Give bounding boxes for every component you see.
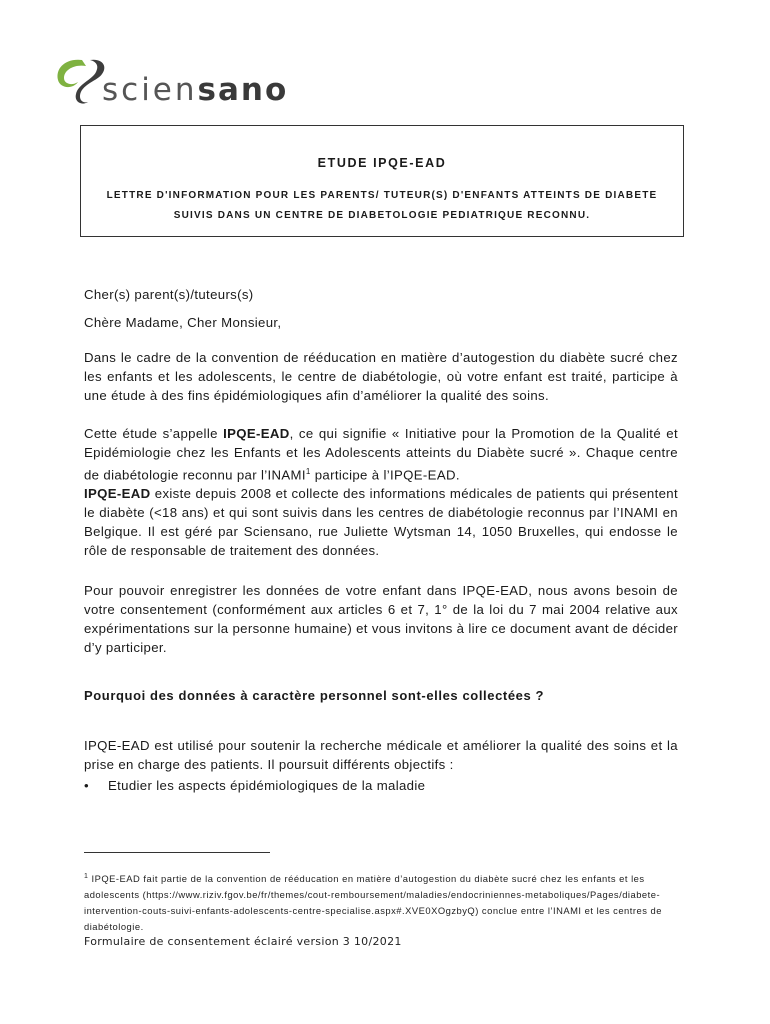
section-heading-why: Pourquoi des données à caractère personnel sont-elles collectées ? (84, 688, 545, 703)
sciensano-logo (52, 52, 289, 108)
footnote-ref[interactable]: 1 (305, 467, 311, 476)
logo-text-bold: sano (197, 72, 289, 108)
footnote-divider (84, 852, 270, 853)
paragraph-consent: Pour pouvoir enregistrer les données de votre enfant dans IPQE-EAD, nous avons besoin de votre consentement (conformément aux articles 6 et 7, 1° de la loi du 7 mai 2004 relative aux expérimentations sur la personne humaine) et vous invitons à lire ce document avant de décider d’y participer. (84, 583, 678, 655)
salutation-parents: Cher(s) parent(s)/tuteurs(s) (84, 287, 254, 302)
footnote-number: 1 (84, 873, 89, 880)
p2-after: , ce qui signifie « Initiative pour la Promotion de la Qualité et Epidémiologie chez les Enfants et les Adolescents atteints du Diabète sucré ». Chaque centre de diabétologie reconnu par l’INAMI (84, 426, 678, 483)
logo-wordmark (102, 72, 288, 108)
bullet-text: Etudier les aspects épidémiologiques de la maladie (108, 778, 426, 793)
footnote-text: IPQE-EAD fait partie de la convention de rééducation en matière d’autogestion du diabète sucré chez les enfants et les adolescents (https://www.riziv.fgov.be/fr/themes/cout-remboursement/maladies/endocriniennes-metaboliques/Pages/diabete-intervention-couts-suivi-enfants-adolescents-centre-specialise.aspx#.XVE0XOgzbyQ) conclue entre l’INAMI et les centres de diabétologie. (84, 873, 662, 933)
p2-study-acronym: IPQE-EAD (223, 426, 290, 441)
paragraph-history (84, 484, 678, 560)
footnote (84, 869, 680, 935)
bullet-icon: • (84, 778, 89, 793)
p2-before: Cette étude s’appelle (84, 426, 224, 441)
document-title: ETUDE IPQE-EAD (317, 156, 447, 170)
p2-end: participe à l’IPQE-EAD. (310, 467, 460, 483)
logo-text-light: scien (102, 72, 198, 108)
paragraph-intro: Dans le cadre de la convention de rééducation en matière d’autogestion du diabète sucré chez les enfants et les adolescents, le centre de diabétologie, où votre enfant est traité, participe à une étude à des fins épidémiologiques afin d’améliorer la qualité des soins. (84, 350, 678, 403)
document-subtitle: LETTRE D'INFORMATION POUR LES PARENTS/ TUTEUR(S) D'ENFANTS ATTEINTS DE DIABETE SUIVIS DANS UN CENTRE DE DIABETOLOGIE PEDIATRIQUE RECONNU. (106, 190, 658, 221)
paragraph-purpose: IPQE-EAD est utilisé pour soutenir la recherche médicale et améliorer la qualité des soins et la prise en charge des patients. Il poursuit différents objectifs : (84, 738, 678, 772)
form-version-footer: Formulaire de consentement éclairé version 3 10/2021 (84, 935, 402, 948)
p3-after: existe depuis 2008 et collecte des informations médicales de patients qui présentent le diabète (<18 ans) et qui sont suivis dans les centres de diabétologie reconnus par l’INAMI en Belgique. Il est géré par Sciensano, rue Juliette Wytsman 14, 1050 Bruxelles, qui endosse le rôle de responsable de traitement des données. (84, 486, 678, 558)
paragraph-study-name (84, 424, 678, 484)
title-box (80, 125, 684, 237)
p3-study-acronym: IPQE-EAD (84, 486, 151, 501)
salutation-madame-monsieur: Chère Madame, Cher Monsieur, (84, 315, 282, 330)
